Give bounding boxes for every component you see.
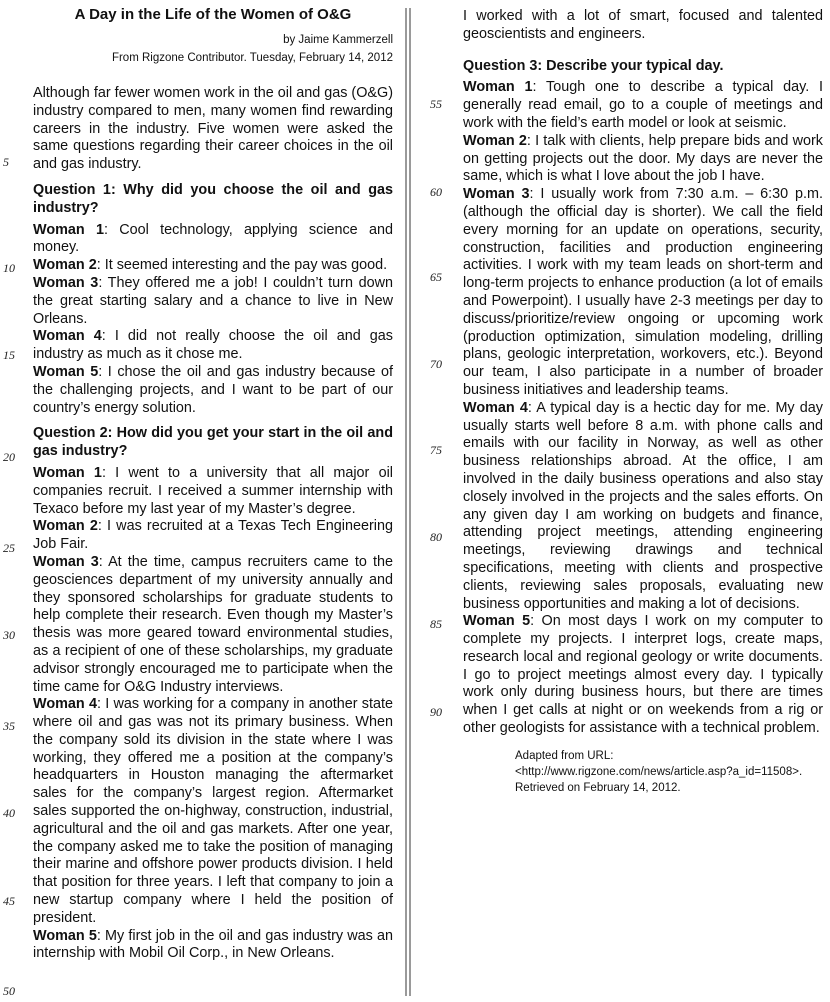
speaker-label: Woman 2: [33, 257, 97, 274]
speaker-label: Woman 1: [33, 464, 102, 481]
answer-text: : I talk with clients, help prepare bids and work on getting projects out the door. My days are never the same, which is what I love about the job I have.: [463, 132, 823, 185]
question-2-heading: Question 2: How did you get your start in the oil and gas industry?: [33, 425, 393, 460]
left-column: [33, 0, 393, 963]
speaker-label: Woman 1: [33, 221, 104, 238]
answer-paragraph: [463, 186, 823, 400]
byline-author: by Jaime Kammerzell: [283, 34, 393, 46]
speaker-label: Woman 2: [33, 518, 98, 535]
speaker-label: Woman 5: [33, 363, 99, 380]
answer-text: : I was working for a company in another state where oil and gas was not its primary business. When the company sold its division in the state where I was working, they offered me a position at the company’s headquarters in Houston managing the aftermarket sales for the company’s largest region. Aftermarket sales supported the on-highway, construction, industrial, agricultural and the oil and gas markets. After one year, the company asked me to take the position of managing their marine and offshore power products division. I held that position for three years. I left that company to join a new startup company where I held the position of president.: [33, 696, 393, 926]
line-number: 90: [430, 705, 442, 719]
answer-text: : Cool technology, applying science and money.: [33, 221, 393, 256]
answer-paragraph: [33, 928, 393, 964]
answer-paragraph: [33, 696, 393, 927]
line-number: 55: [430, 97, 442, 111]
answer-paragraph: [463, 613, 823, 738]
speaker-label: Woman 5: [463, 613, 531, 630]
line-number: 25: [3, 541, 15, 555]
answer-paragraph: [463, 400, 823, 614]
answer-paragraph: [33, 465, 393, 518]
column-divider: [405, 8, 411, 996]
answer-paragraph: [33, 257, 393, 275]
speaker-label: Woman 3: [33, 553, 99, 570]
line-number: 70: [430, 357, 442, 371]
speaker-label: Woman 4: [33, 328, 102, 345]
speaker-label: Woman 3: [33, 274, 99, 291]
answer-text: : I chose the oil and gas industry because of the challenging projects, and I want to be part of our country’s energy solution.: [33, 363, 393, 416]
right-column: [463, 0, 823, 796]
line-number: 40: [3, 806, 15, 820]
line-number: 65: [430, 270, 442, 284]
answer-text: : They offered me a job! I couldn’t turn down the great starting salary and a chance to live in New Orleans.: [33, 274, 393, 327]
speaker-label: Woman 4: [33, 696, 97, 713]
line-number: 45: [3, 894, 15, 908]
answer-paragraph: [463, 133, 823, 186]
answer-text: : I was recruited at a Texas Tech Engineering Job Fair.: [33, 518, 393, 553]
line-number: 10: [3, 261, 15, 275]
speaker-label: Woman 4: [463, 399, 528, 416]
question-3-heading: Question 3: Describe your typical day.: [463, 57, 724, 74]
answer-text: : It seemed interesting and the pay was good.: [96, 257, 388, 274]
intro-paragraph: Although far fewer women work in the oil and gas (O&G) industry compared to men, many women find rewarding careers in the industry. Five women were asked the same questions regarding their career choices in the oil and gas industry.: [33, 85, 393, 173]
answer-text: : A typical day is a hectic day for me. My day usually starts well before 8 a.m. with phone calls and emails with our facility in Norway, as well as other business relationships abroad. At the office, I am involved in the daily business operations and also stay closely involved in the projects and the sales efforts. On any given day I am working on budgets and finance, attending project meetings, attending engineering meetings, reviewing drawings and technical specifications, meeting with clients and prospective clients, reviewing sales proposals, evaluating new business opportunities and making a lot of decisions.: [463, 399, 823, 612]
answer-text: : On most days I work on my computer to complete my projects. I interpret logs, create maps, research local and regional geology or write documents. I go to project meetings almost every day. I typically work only during business hours, but there are times when I get calls at night or on weekends from a rig or other geologists for assistance with a technical problem.: [463, 613, 823, 737]
source-citation: Adapted from URL: <http://www.rigzone.com/news/article.asp?a_id=11508>. Retrieved on February 14, 2012.: [515, 749, 803, 794]
line-number: 15: [3, 348, 15, 362]
answer-text: : At the time, campus recruiters came to the geosciences department of my university annually and they sponsored scholarships for graduate students to help complete their research. Even though my Master’s thesis was more geared toward environmental studies, as a recipient of one of these scholarships, my graduate advisor strongly encouraged me to participate when the time came for O&G Industry interviews.: [33, 553, 393, 695]
speaker-label: Woman 1: [463, 79, 533, 96]
answer-text: : Tough one to describe a typical day. I generally read email, go to a couple of meetings and work with the field’s earth model or look at seismic.: [463, 79, 823, 131]
speaker-label: Woman 3: [463, 186, 530, 203]
line-number: 5: [3, 155, 9, 169]
answer-paragraph: [33, 554, 393, 696]
article-title: A Day in the Life of the Women of O&G: [74, 6, 352, 23]
answer-text: : My first job in the oil and gas industry was an internship with Mobil Oil Corp., in New Orleans.: [33, 927, 393, 962]
answer-text: : I went to a university that all major oil companies recruit. I received a summer internship with Texaco before my last year of my Master’s degree.: [33, 464, 393, 517]
line-number: 30: [3, 628, 15, 642]
answer-paragraph: [463, 79, 823, 132]
answer-paragraph: [33, 518, 393, 554]
line-number: 80: [430, 530, 442, 544]
line-number: 20: [3, 450, 15, 464]
answer-continuation: I worked with a lot of smart, focused and talented geoscientists and engineers.: [463, 8, 823, 42]
line-number: 60: [430, 185, 442, 199]
answer-text: : I usually work from 7:30 a.m. – 6:30 p.m. (although the official day is shorter). We call the field every morning for an update on operations, security, construction, facilities and production engineering activities. I work with my team leads on short-term and long-term projects to enhance production (a lot of emails and Powerpoint). I usually have 2-3 meetings per day to discuss/prioritize/review ongoing or upcoming work (production optimization, simulation modeling, drilling plans, geologic interpretation, workovers, etc.). Beyond our team, I also participate in a number of broader business initiatives and leadership teams.: [463, 186, 823, 398]
answer-paragraph: [33, 275, 393, 328]
speaker-label: Woman 5: [33, 927, 97, 944]
byline-source: From Rigzone Contributor. Tuesday, February 14, 2012: [111, 52, 393, 64]
line-number: 50: [3, 984, 15, 998]
line-number: 35: [3, 719, 15, 733]
answer-paragraph: [33, 364, 393, 417]
line-number: 85: [430, 617, 442, 631]
speaker-label: Woman 2: [463, 132, 527, 149]
answer-paragraph: [33, 328, 393, 364]
line-number: 75: [430, 443, 442, 457]
answer-text: : I did not really choose the oil and gas industry as much as it chose me.: [33, 328, 393, 363]
answer-paragraph: [33, 222, 393, 258]
question-1-heading: Question 1: Why did you choose the oil and gas industry?: [33, 181, 393, 216]
